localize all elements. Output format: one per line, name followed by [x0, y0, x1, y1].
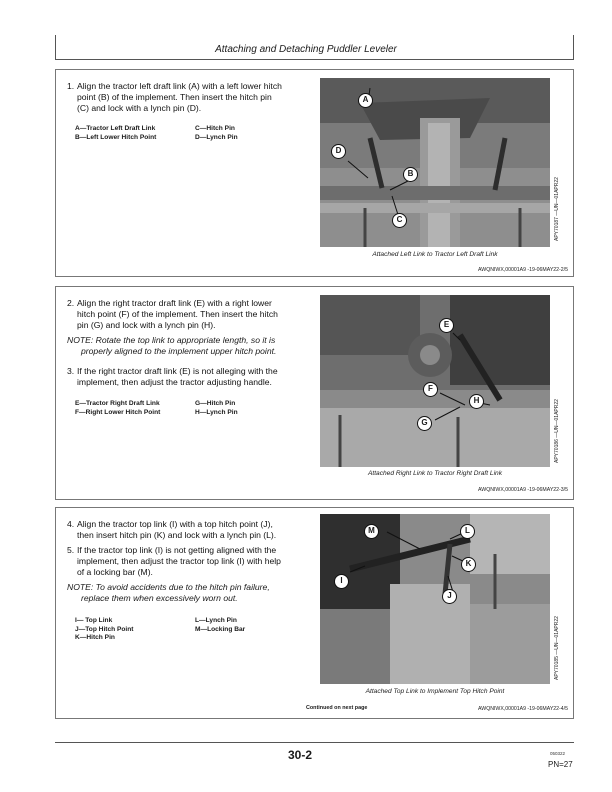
doc-ref: AWQNIWX,00001A9 -19-06MAY22-4/5: [478, 706, 568, 712]
step-text: implement, then adjust the tractor top link (I) with help: [77, 556, 281, 566]
header-bottom-rule: [55, 59, 574, 60]
legend: [75, 617, 275, 643]
right-link-photo: [320, 295, 550, 467]
legend-item: B—Left Lower Hitch Point: [75, 133, 157, 141]
doc-ref: AWQNIWX,00001A9 -19-06MAY22-2/5: [478, 267, 568, 273]
page-number: 30-2: [288, 748, 313, 762]
step-text: If the right tractor draft link (E) is not alleging with the: [77, 366, 278, 376]
step-text: If the tractor top link (I) is not getting aligned with the: [77, 545, 277, 555]
step-text: Align the right tractor draft link (E) with a right lower: [77, 298, 272, 308]
step-number: 3.: [67, 366, 75, 376]
pn-number: PN=27: [548, 760, 573, 769]
step-text: point (B) of the implement. Then insert the hitch pin: [77, 92, 272, 102]
figure-caption: Attached Right Link to Tractor Right Draft Link: [367, 470, 502, 477]
callout-e: E: [439, 318, 454, 333]
note-text: replace them when excessively worn out.: [81, 593, 238, 603]
legend-item: H—Lynch Pin: [195, 408, 238, 416]
legend-item: G—Hitch Pin: [195, 400, 236, 407]
legend-item: L—Lynch Pin: [195, 617, 237, 624]
section-title: Attaching and Detaching Puddler Leveler: [215, 44, 397, 55]
step-panel-3: [55, 507, 574, 719]
note: [67, 335, 327, 357]
right-link-illustration: [320, 295, 550, 467]
figure-caption: Attached Top Link to Implement Top Hitch Point: [365, 688, 505, 695]
doc-ref: AWQNIWX,00001A9 -19-06MAY22-3/5: [478, 487, 568, 493]
callout-j: J: [442, 589, 457, 604]
callout-m: M: [364, 524, 379, 539]
legend-item: A—Tractor Left Draft Link: [75, 125, 156, 132]
callout-c: C: [392, 213, 407, 228]
step-text: Align the tractor left draft link (A) with a left lower hitch: [77, 81, 282, 91]
left-link-illustration: [320, 78, 550, 247]
footer-code: 050322: [550, 751, 566, 756]
step-panel-2: [55, 286, 574, 500]
callout-i: I: [334, 574, 349, 589]
legend-item: E—Tractor Right Draft Link: [75, 400, 160, 407]
step-text: implement, then adjust the tractor adjusting handle.: [77, 377, 272, 387]
legend-item: I— Top Link: [75, 617, 113, 624]
step-text: pin (G) and lock with a lynch pin (H).: [77, 320, 216, 330]
legend-item: F—Right Lower Hitch Point: [75, 408, 161, 416]
step-text: hitch point (F) of the implement. Then insert the hitch: [77, 309, 278, 319]
note-text: properly aligned to the implement upper hitch point.: [81, 346, 277, 356]
legend-item: K—Hitch Pin: [75, 634, 115, 641]
continued-note: Continued on next page: [306, 705, 368, 711]
step-text: Align the tractor top link (I) with a top hitch point (J),: [77, 519, 273, 529]
step-number: 5.: [67, 545, 75, 555]
footer-rule: [55, 742, 574, 743]
figure-caption: Attached Left Link to Tractor Left Draft Link: [372, 251, 498, 258]
callout-d: D: [331, 144, 346, 159]
step-text: of a locking bar (M).: [77, 567, 153, 577]
note: [67, 582, 327, 604]
callout-a: A: [358, 93, 373, 108]
legend-item: C—Hitch Pin: [195, 125, 235, 132]
top-link-illustration: [320, 514, 550, 684]
note-text: NOTE: Rotate the top link to appropriate length, so it is: [67, 335, 276, 345]
left-link-photo: [320, 78, 550, 247]
step-text: (C) and lock with a lynch pin (D).: [77, 103, 202, 113]
legend: [75, 125, 275, 142]
legend-item: J—Top Hitch Point: [75, 625, 134, 633]
image-ref: APY70187 —UN—01APR22: [554, 177, 560, 241]
legend-item: M—Locking Bar: [195, 625, 246, 633]
step-panel-1: [55, 69, 574, 277]
callout-b: B: [403, 167, 418, 182]
step-number: 1.: [67, 81, 75, 91]
callout-k: K: [461, 557, 476, 572]
step-number: 4.: [67, 519, 75, 529]
image-ref: APY70185 —UN—01APR22: [554, 616, 560, 680]
note-text: NOTE: To avoid accidents due to the hitch pin failure,: [67, 582, 270, 592]
callout-g: G: [417, 416, 432, 431]
top-link-photo: [320, 514, 550, 684]
legend: [75, 400, 275, 417]
step-text: then insert hitch pin (K) and lock with a lynch pin (L).: [77, 530, 277, 540]
step-number: 2.: [67, 298, 75, 308]
callout-h: H: [469, 394, 484, 409]
callout-f: F: [423, 382, 438, 397]
legend-item: D—Lynch Pin: [195, 133, 238, 141]
callout-l: L: [460, 524, 475, 539]
image-ref: APY70186 —UN—01APR22: [554, 399, 560, 463]
